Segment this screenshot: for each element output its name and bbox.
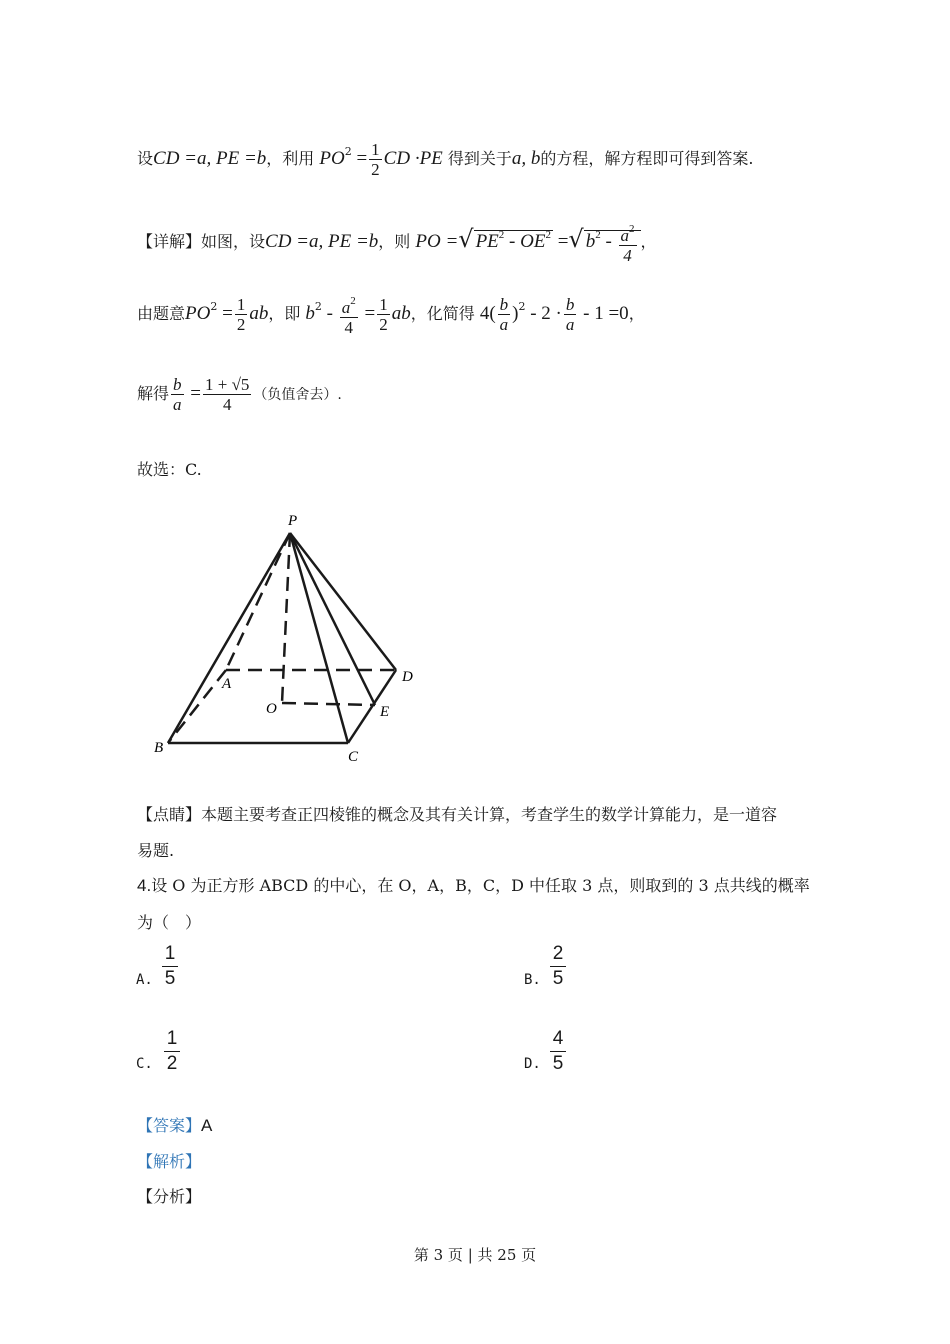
denominator: a: [499, 315, 509, 334]
fenxi-tag: 【分析】: [137, 1187, 202, 1206]
question-text: 设 O 为正方形 ABCD 的中心，在 O，A，B，C，D 中任取 3 点，则取到的 3 点共线的概率: [151, 876, 810, 895]
edge-PD: [290, 533, 396, 670]
edge-PC: [290, 533, 348, 743]
numerator: 1: [371, 140, 380, 159]
math-text: b: [305, 303, 315, 324]
label-O: O: [266, 701, 277, 717]
numerator: 1: [236, 295, 246, 314]
text: ，利用: [266, 149, 315, 168]
radical-icon: √: [458, 224, 474, 253]
math-text: CD =a, PE =b: [265, 230, 379, 252]
edge-AB: [168, 670, 226, 743]
label-C: C: [348, 749, 359, 765]
math-text: b: [585, 230, 596, 252]
option-b-label[interactable]: B.: [524, 972, 541, 988]
fraction: [203, 375, 251, 414]
numerator: a: [620, 226, 630, 245]
solution-line-3: 由题意$PO^2$ = $\frac{1}{2}$ ab，即 $b^2$ - $\frac{a^2}{4}$ = $\frac{1}{2}$ ab，化简得 4( $\frac{b}{a}$ )$^2$ - 2 · $\frac{b}{a}$ - 1 =0，: [137, 292, 645, 337]
denominator: 2: [379, 315, 388, 334]
denominator: 5: [164, 968, 176, 989]
numerator: b: [173, 375, 182, 394]
text: 【详解】如图，设: [137, 231, 266, 251]
note-line-2: 易题.: [137, 841, 175, 860]
numerator: b: [565, 295, 575, 314]
denominator: 4: [344, 318, 353, 337]
numerator: 1 + √5: [204, 375, 250, 394]
label-B: B: [154, 740, 164, 756]
note-line-1: 【点睛】本题主要考查正四棱锥的概念及其有关计算，考查学生的数学计算能力，是一道容: [137, 805, 778, 824]
edge-OE: [282, 703, 375, 705]
text: ，则: [378, 231, 411, 251]
label-P: P: [288, 513, 298, 529]
text: 的方程，解方程即可得到答案.: [540, 149, 754, 168]
math-text: PO: [185, 303, 211, 324]
option-c-label[interactable]: C.: [136, 1056, 153, 1072]
text: ，: [640, 231, 657, 251]
text: 设: [137, 149, 154, 168]
solution-line-4: [137, 375, 342, 414]
text: ，即: [268, 304, 301, 323]
fraction: [171, 375, 184, 414]
page-footer: 第 3 页 | 共 25 页: [413, 1246, 537, 1264]
numerator: 4: [550, 1027, 566, 1052]
math-text: =: [185, 383, 201, 404]
fraction: $\frac{a^2}{4}$: [340, 292, 358, 337]
denominator: 2: [371, 160, 380, 179]
math-text: ): [512, 303, 519, 324]
denominator: 2: [236, 315, 246, 334]
option-a-fraction[interactable]: [162, 942, 178, 991]
answer-line: [137, 1113, 212, 1136]
denominator: a: [565, 315, 575, 334]
math-text: =: [552, 230, 569, 252]
solution-line-1: [137, 140, 753, 179]
math-text: 4(: [479, 303, 496, 324]
math-text: =: [359, 303, 376, 324]
math-text: CD ·PE: [383, 148, 443, 169]
math-text: PE: [475, 230, 499, 252]
edge-PO: [282, 533, 290, 703]
numerator: 1: [379, 295, 388, 314]
fraction: [235, 295, 248, 334]
question-4: [137, 873, 810, 896]
solution-line-2: [137, 220, 657, 265]
math-text: =: [351, 148, 368, 169]
text: 解得: [137, 384, 170, 403]
answer-value: A: [201, 1116, 213, 1135]
edge-PE: [290, 533, 375, 705]
option-d-fraction[interactable]: [550, 1027, 566, 1076]
math-text: - OE: [504, 230, 546, 252]
fraction: [369, 140, 382, 179]
math-text: ab: [391, 303, 411, 324]
math-text: - 2 ·: [525, 303, 562, 324]
fraction: [564, 295, 577, 334]
denominator: a: [173, 395, 182, 414]
text: ，: [628, 304, 645, 323]
analysis-tag: 【解析】: [137, 1152, 202, 1171]
numerator: a: [341, 298, 351, 317]
fraction: [377, 295, 390, 334]
option-c-fraction[interactable]: [164, 1027, 180, 1076]
label-E: E: [380, 704, 390, 720]
pyramid-figure: [140, 505, 440, 770]
label-D: D: [402, 669, 413, 685]
math-text: CD =a, PE =b: [153, 148, 267, 169]
math-text: a, b: [511, 148, 541, 169]
math-text: -: [321, 303, 338, 324]
math-text: - 1 =0: [578, 303, 629, 324]
math-text: -: [600, 230, 617, 252]
edge-PA: [226, 533, 290, 670]
numerator: 1: [162, 942, 178, 967]
label-A: A: [222, 676, 232, 692]
option-d-label[interactable]: D.: [524, 1056, 541, 1072]
question-4-line-2: 为（ ）: [137, 913, 202, 932]
fraction: [498, 295, 511, 334]
math-text: =: [217, 303, 233, 324]
fraction: $\frac{a^2}{4}$: [619, 220, 637, 265]
option-b-fraction[interactable]: [550, 942, 566, 991]
superscript: 2: [344, 145, 352, 158]
math-text: PO =: [415, 230, 459, 252]
question-number: 4.: [137, 876, 152, 895]
text: 由题意: [137, 304, 186, 323]
solution-line-5: 故选：C.: [137, 460, 202, 479]
answer-tag: 【答案】: [137, 1116, 202, 1135]
denominator: 4: [623, 246, 632, 265]
option-a-label[interactable]: A.: [136, 972, 153, 988]
numerator: 2: [550, 942, 566, 967]
text: ，化简得: [410, 304, 475, 323]
numerator: b: [499, 295, 509, 314]
denominator: 2: [166, 1053, 178, 1074]
text: （负值舍去）.: [253, 387, 342, 403]
math-text: PO: [319, 148, 345, 169]
denominator: 5: [552, 968, 564, 989]
radical-icon: √: [568, 224, 584, 253]
text: 得到关于: [447, 149, 512, 168]
radicand: $PE^2 - OE^2$: [475, 228, 551, 252]
numerator: 1: [164, 1027, 180, 1052]
radicand: $b^2$ - $\frac{a^2}{4}$: [584, 230, 641, 252]
math-text: ab: [249, 303, 269, 324]
denominator: 5: [552, 1053, 564, 1074]
denominator: 4: [222, 395, 232, 414]
